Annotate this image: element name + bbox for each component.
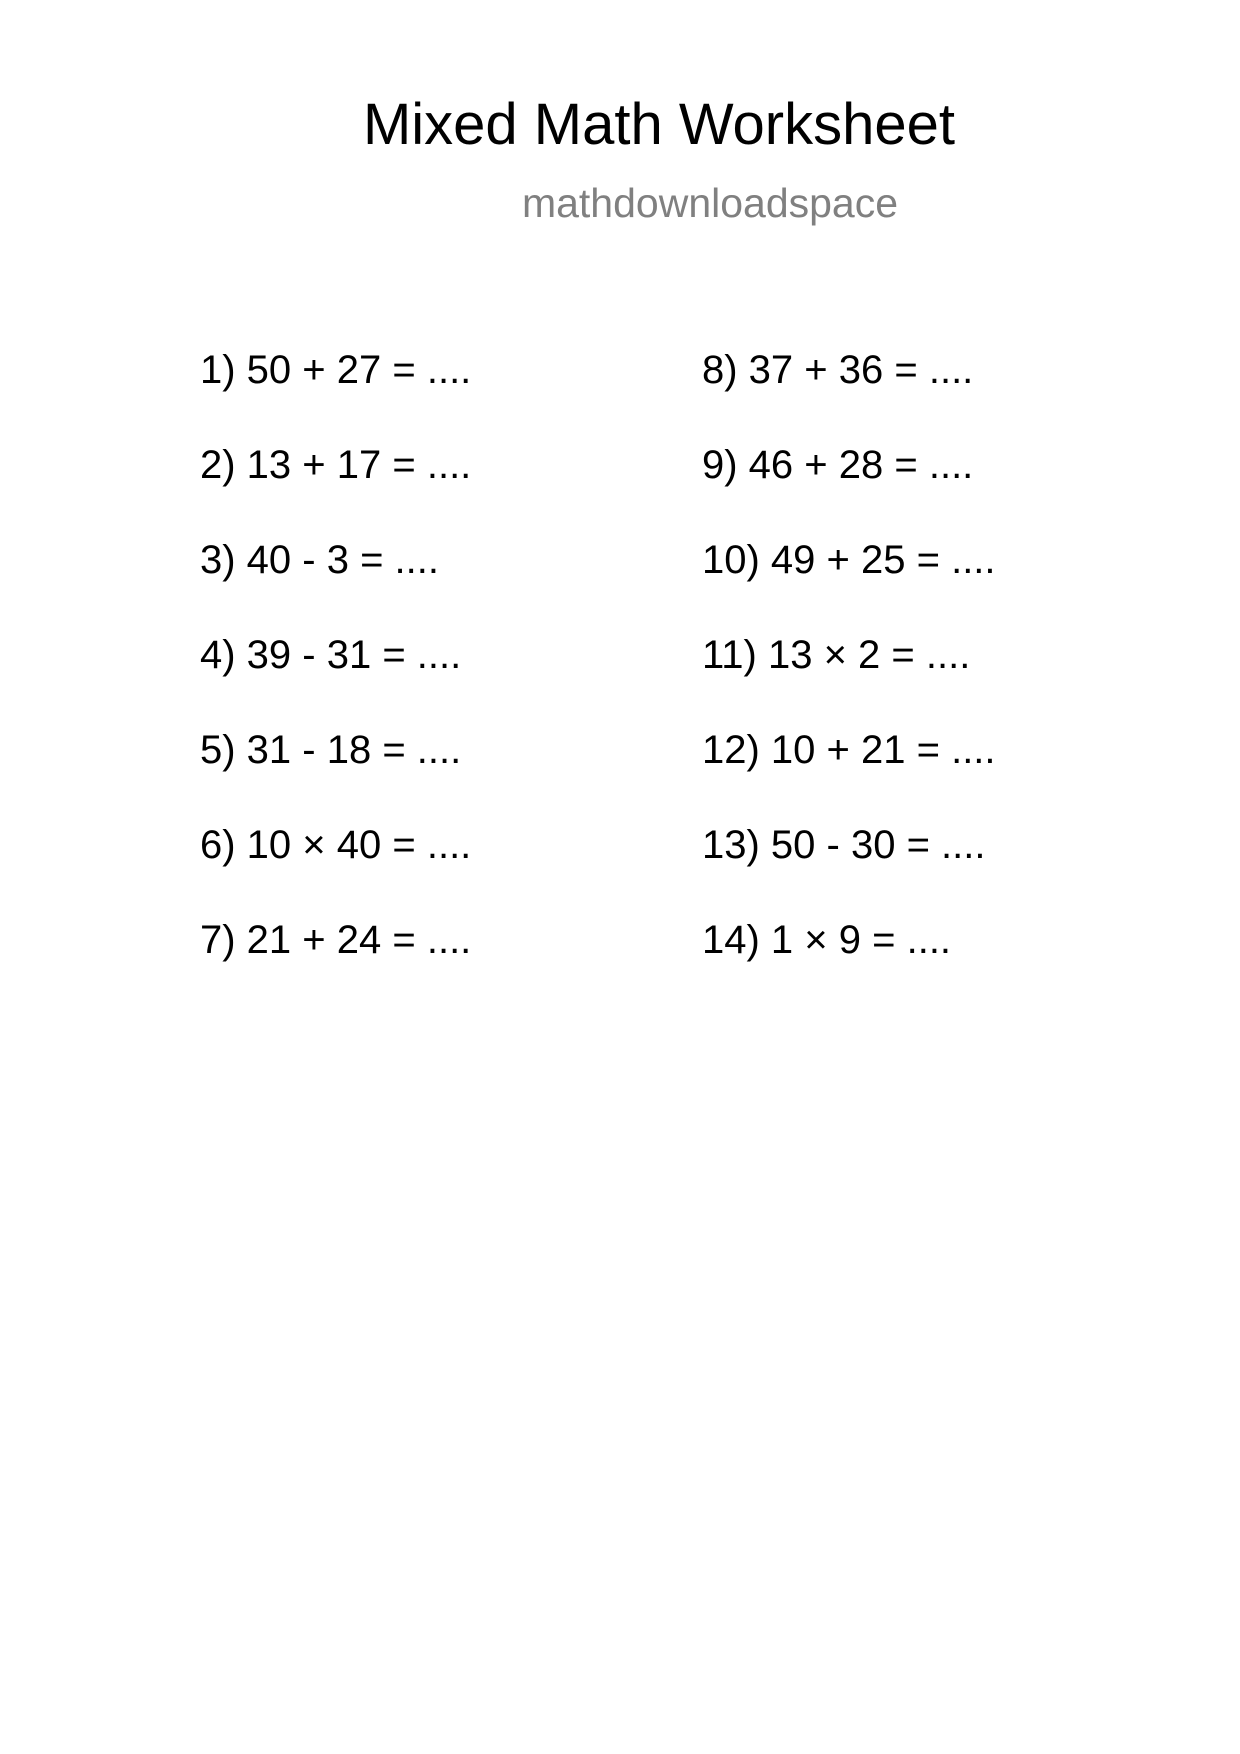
problem-2: 2) 13 + 17 = .... [200,443,472,487]
problem-9: 9) 46 + 28 = .... [702,443,974,487]
problem-6: 6) 10 × 40 = .... [200,823,472,867]
problem-10: 10) 49 + 25 = .... [702,538,996,582]
problem-1: 1) 50 + 27 = .... [200,348,472,392]
problem-14: 14) 1 × 9 = .... [702,918,952,962]
problem-11: 11) 13 × 2 = .... [702,633,971,677]
problem-3: 3) 40 - 3 = .... [200,538,440,582]
problem-7: 7) 21 + 24 = .... [200,918,472,962]
problem-12: 12) 10 + 21 = .... [702,728,996,772]
problem-5: 5) 31 - 18 = .... [200,728,462,772]
problem-8: 8) 37 + 36 = .... [702,348,974,392]
worksheet-title: Mixed Math Worksheet [362,92,956,157]
problems-column-right [702,350,996,1015]
problems-column-left [200,350,471,1015]
problem-4: 4) 39 - 31 = .... [200,633,462,677]
worksheet-subtitle: mathdownloadspace [521,180,899,226]
problem-13: 13) 50 - 30 = .... [702,823,986,867]
